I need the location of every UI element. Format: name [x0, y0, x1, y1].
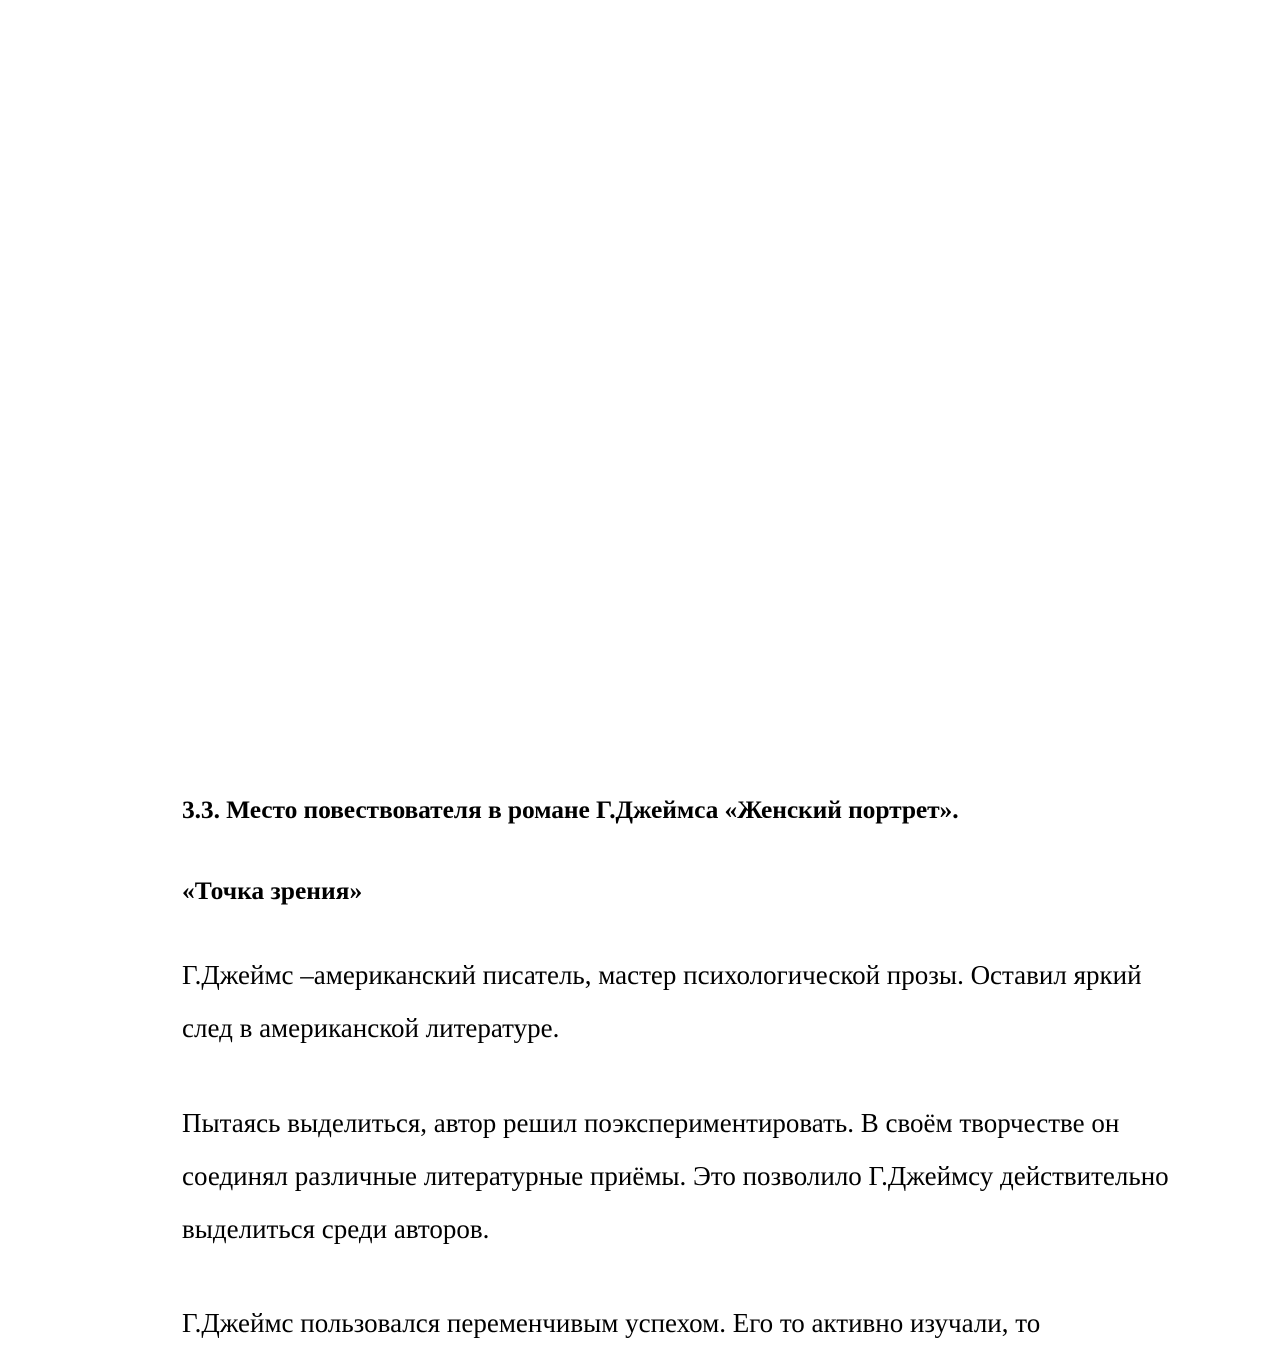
paragraph-2: Пытаясь выделиться, автор решил поэкспериментировать. В своём творчестве он соединял различные литературные приёмы. Это позволило Г.Джеймсу действительно выделиться среди авторов.: [182, 1108, 1169, 1245]
page-title: 3.3. Место повествователя в романе Г.Джеймса «Женский портрет».: [182, 795, 959, 824]
document-text-body: [182, 795, 1182, 1350]
section-subheading: «Точка зрения»: [182, 876, 363, 906]
paragraph-1: Г.Джеймс –американский писатель, мастер психологической прозы. Оставил яркий след в американской литературе.: [182, 960, 1142, 1044]
paragraph-3-clipped: Г.Джеймс пользовался переменчивым успехом. Его то активно изучали, то: [182, 1308, 1041, 1339]
